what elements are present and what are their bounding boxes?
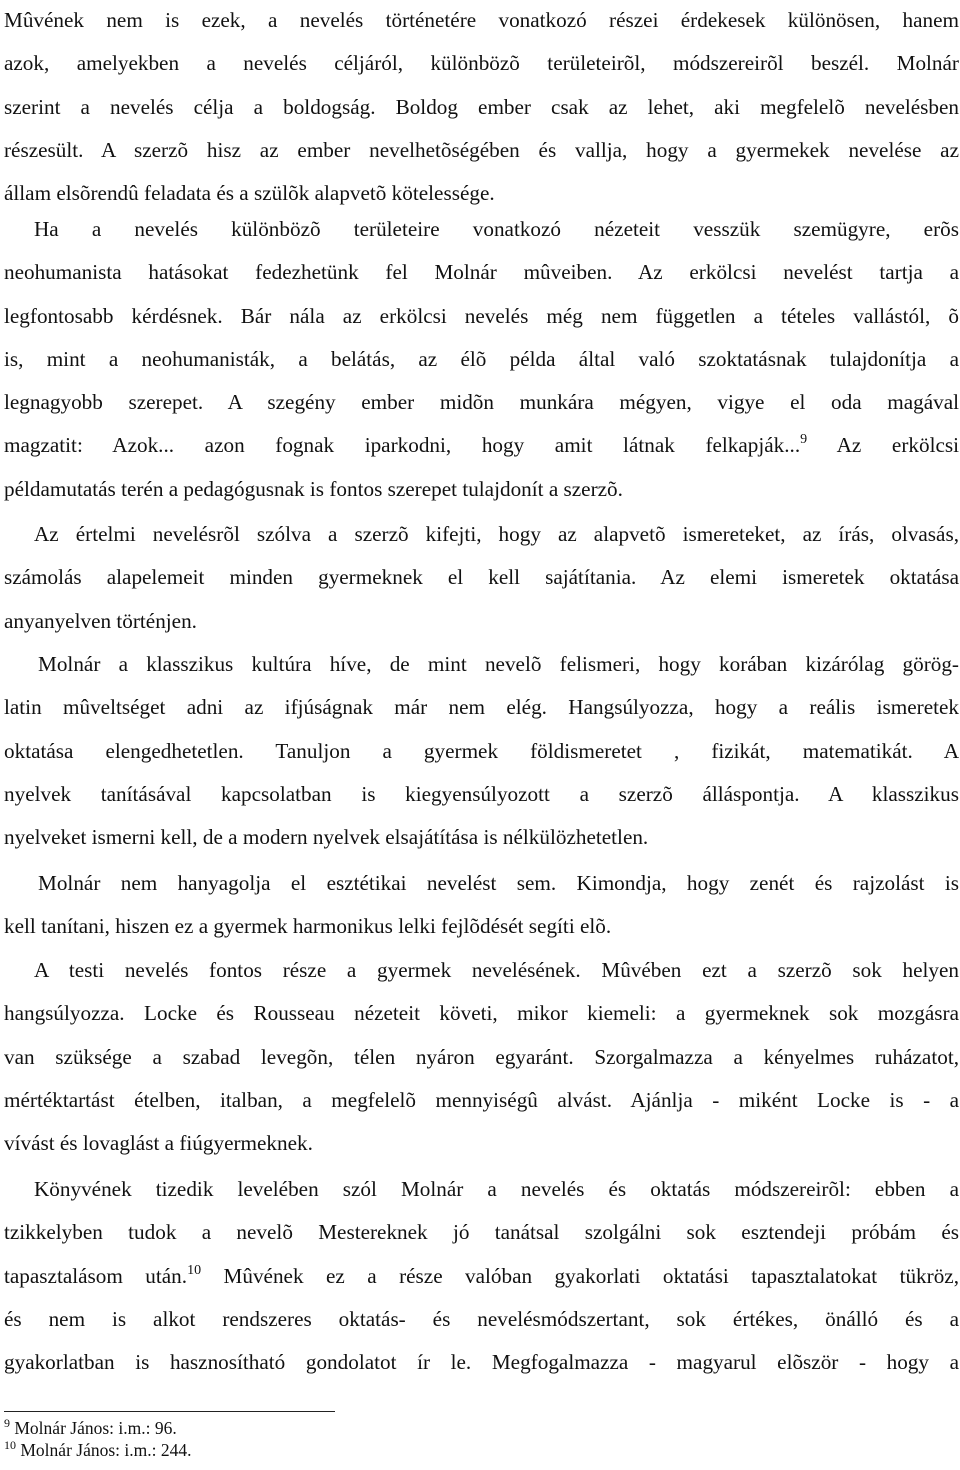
text-line: azok, amelyekben a nevelés céljáról, különbözõ területeirõl, módszereirõl beszél. Molnár [4,51,959,76]
text-line: Könyvének tizedik levelében szól Molnár a nevelés és oktatás módszereirõl: ebben a [34,1177,959,1201]
footnote-number: 10 [4,1438,16,1452]
quote-text: magzatit: Azok... azon fognak iparkodni, hogy amit látnak felkapják... [4,433,801,458]
text-fragment: Mûvének ez a része valóban gyakorlati oktatási tapasztalatokat tükröz, [223,1263,959,1288]
text-line: részesült. A szerzõ hisz az ember nevelhetõségében és vallja, hogy a gyermekek nevelése az [4,137,959,162]
text-line: Molnár nem hanyagolja el esztétikai nevelést sem. Kimondja, hogy zenét és rajzolást is [38,871,959,895]
paragraph [4,862,959,949]
text-line: Mûvének nem is ezek, a nevelés történetére vonatkozó részei érdekesek különösen, hanem [4,8,959,32]
text-line: Molnár a klasszikus kultúra híve, de mint nevelõ felismeri, hogy korában kizárólag görög- [38,652,959,676]
paragraph [4,0,959,215]
text-line [4,424,959,467]
paragraph [4,949,959,1165]
text-line: oktatása elengedhetetlen. Tanuljon a gyermek földismeretet , fizikát, matematikát. A [4,738,959,763]
paragraph [4,513,959,643]
footnote [4,1417,191,1439]
text-line: A testi nevelés fontos része a gyermek nevelésének. Mûvében ezt a szerzõ sok helyen [34,958,959,982]
paragraph [4,643,959,859]
text-line: szerint a nevelés célja a boldogság. Boldog ember csak az lehet, aki megfelelõ nevelésben [4,94,959,119]
footnote-text: Molnár János: i.m.: 96. [14,1418,177,1438]
text-line: legnagyobb szerepet. A szegény ember midõn munkára mégyen, vigye el oda magával [4,390,959,415]
footnote-text: Molnár János: i.m.: 244. [20,1440,192,1460]
text-line: latin mûveltséget adni az ifjúságnak már nem elég. Hangsúlyozza, hogy a reális ismeretek [4,695,959,720]
footnotes [4,1417,191,1461]
text-line: kell tanítani, hiszen ez a gyermek harmonikus lelki fejlõdését segíti elõ. [4,914,612,939]
footnote-number: 9 [4,1416,10,1430]
text-line [4,1255,959,1298]
footnote-ref[interactable]: 9 [800,432,808,448]
text-line: Az értelmi nevelésrõl szólva a szerzõ kifejti, hogy az alapvetõ ismereteket, az írás, olvasás, [34,522,959,546]
text-line: Ha a nevelés különbözõ területeire vonatkozó nézeteit vesszük szemügyre, erõs [34,217,959,241]
text-line: gyakorlatban is hasznosítható gondolatot ír le. Megfogalmazza - magyarul elõször - hogy a [4,1350,959,1375]
text-line: nyelveket ismerni kell, de a modern nyelvek elsajátítása is nélkülözhetetlen. [4,825,649,850]
text-line: példamutatás terén a pedagógusnak is fontos szerepet tulajdonít a szerzõ. [4,476,623,501]
paragraph [4,208,959,511]
text-line: is, mint a neohumanisták, a belátás, az élõ példa által való szoktatásnak tulajdonítja a [4,346,959,371]
text-line: nyelvek tanításával kapcsolatban is kiegyensúlyozott a szerzõ álláspontja. A klasszikus [4,781,959,806]
footnote-ref[interactable]: 10 [187,1262,202,1278]
quote-text: tapasztalásom után. [4,1263,188,1288]
text-line: számolás alapelemeit minden gyermeknek el kell sajátítania. Az elemi ismeretek oktatása [4,565,959,590]
footnote-divider [4,1411,335,1412]
paragraph [4,1168,959,1384]
text-fragment: Az erkölcsi [836,433,959,458]
footnote [4,1439,191,1461]
text-line: tzikkelyben tudok a nevelõ Mestereknek jó tanátsal szolgálni sok esztendeji próbám és [4,1220,959,1245]
text-line: vívást és lovaglást a fiúgyermeknek. [4,1131,313,1156]
text-line: hangsúlyozza. Locke és Rousseau nézeteit követi, mikor kiemeli: a gyermeknek sok mozgásra [4,1001,959,1026]
text-line: anyanyelven történjen. [4,608,197,633]
text-line: van szüksége a szabad levegõn, télen nyáron egyaránt. Szorgalmazza a kényelmes ruházatot, [4,1044,959,1069]
text-line: és nem is alkot rendszeres oktatás- és nevelésmódszertant, sok értékes, önálló és a [4,1306,959,1331]
text-line: legfontosabb kérdésnek. Bár nála az erkölcsi nevelés még nem független a tételes vallástól, õ [4,303,959,328]
text-line: mértéktartást ételben, italban, a megfelelõ mennyiségû alvást. Ajánlja - miként Locke is - a [4,1087,959,1112]
text-line: állam elsõrendû feladata és a szülõk alapvetõ kötelessége. [4,181,495,206]
text-line: neohumanista hatásokat fedezhetünk fel Molnár mûveiben. Az erkölcsi nevelést tartja a [4,260,959,285]
